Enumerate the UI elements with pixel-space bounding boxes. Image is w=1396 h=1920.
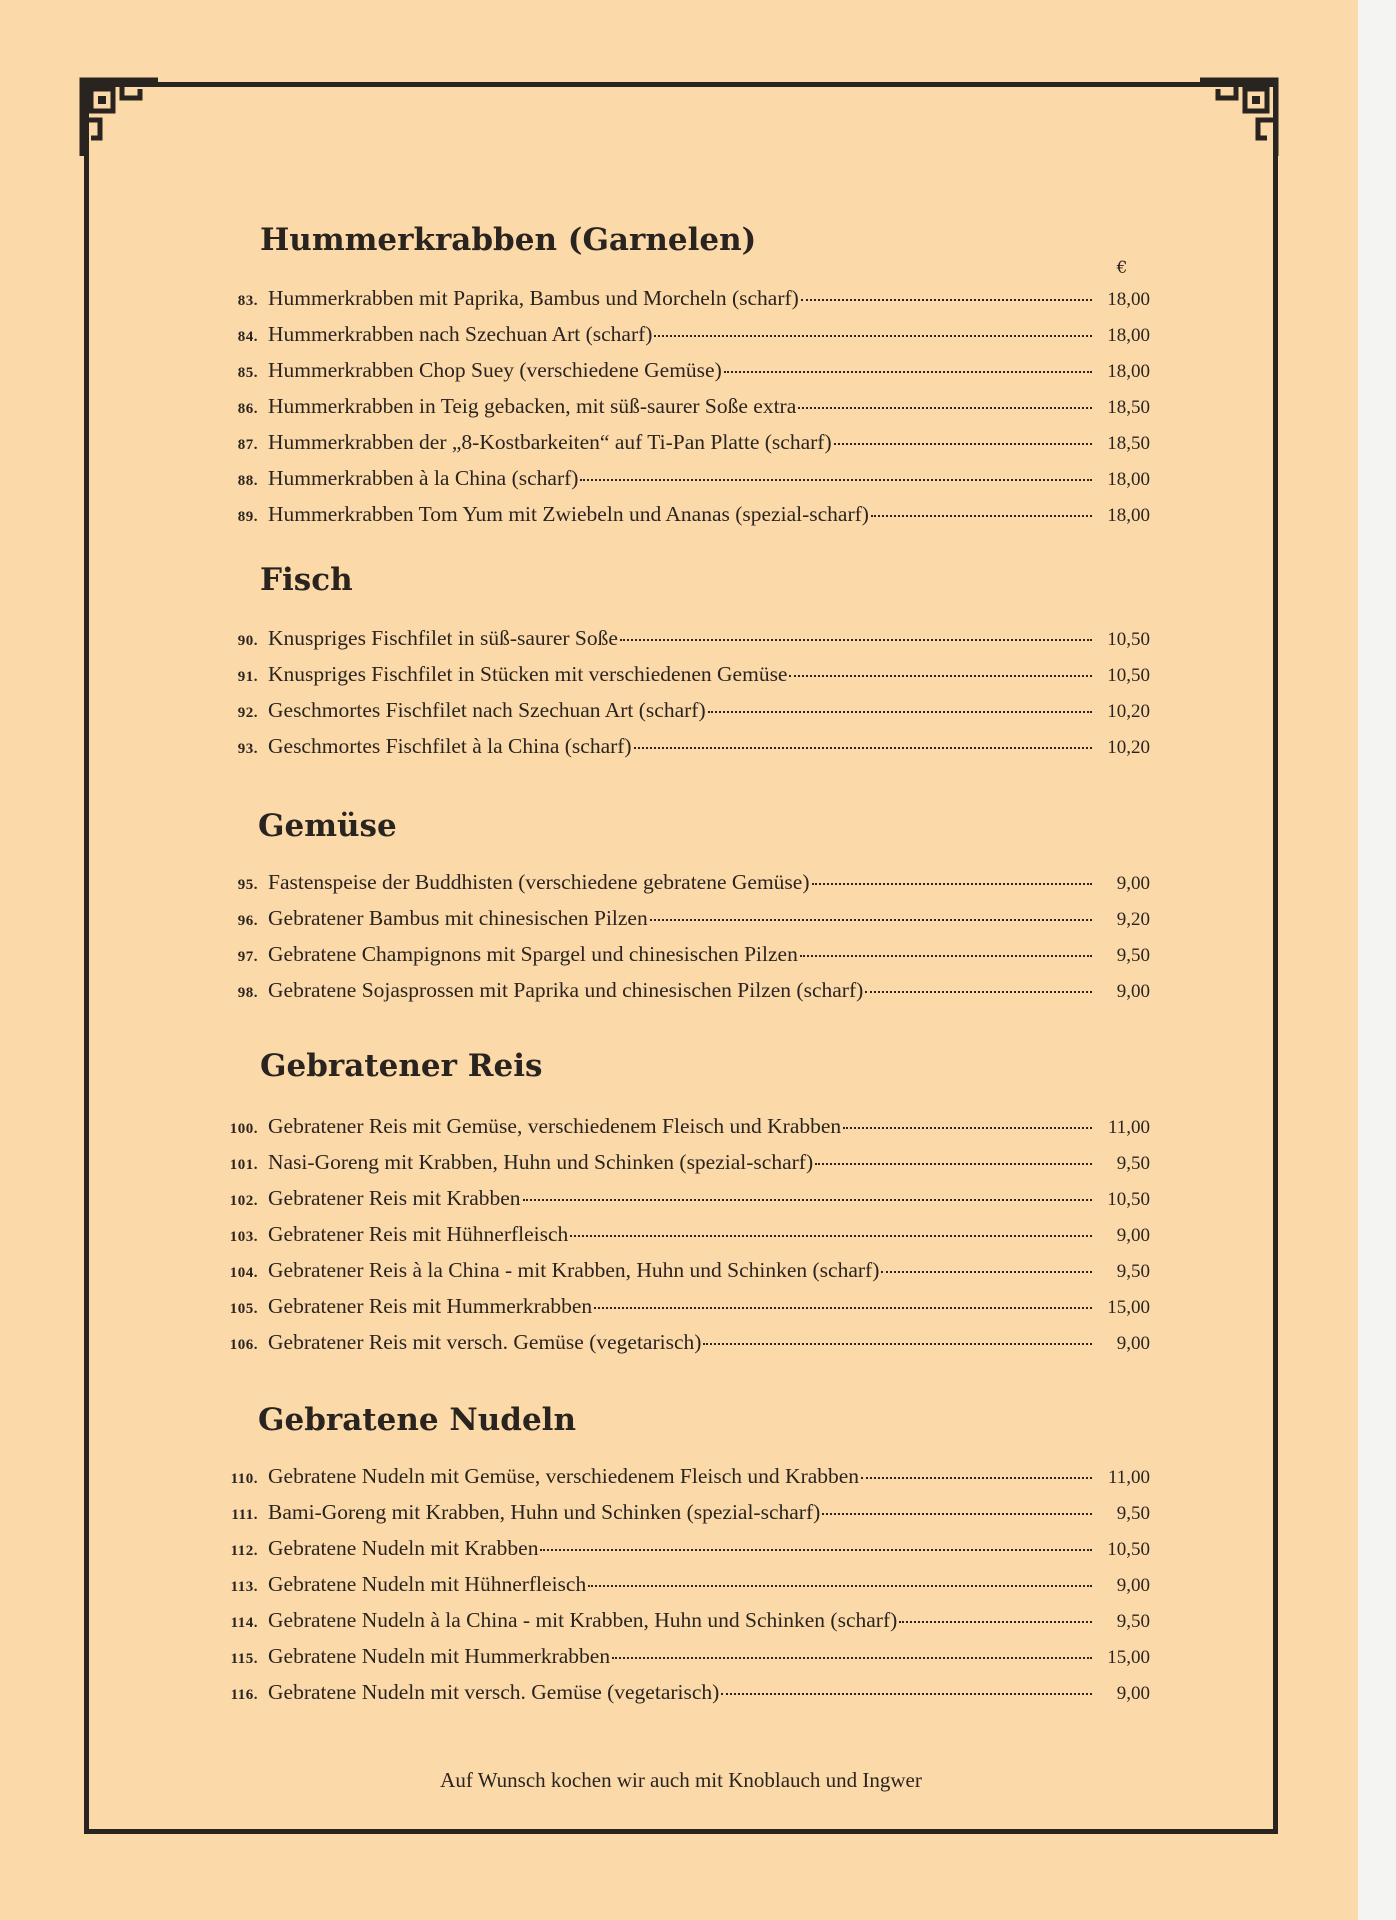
item-number: 102. — [229, 1193, 258, 1209]
item-name: Gebratene Nudeln mit Gemüse, verschiedenem Fleisch und Krabben — [268, 1464, 860, 1488]
dotted-leader — [798, 406, 1092, 409]
menu-item — [210, 1644, 1150, 1674]
item-price: 9,00 — [1116, 1683, 1150, 1704]
dotted-leader — [822, 1512, 1092, 1515]
menu-item — [210, 1608, 1150, 1638]
item-number: 113. — [230, 1579, 258, 1595]
item-name: Hummerkrabben Tom Yum mit Zwiebeln und Ananas (spezial-scharf) — [268, 502, 869, 526]
dotted-leader — [834, 442, 1092, 445]
item-price: 9,50 — [1116, 1611, 1150, 1632]
dotted-leader — [871, 514, 1092, 517]
currency-symbol: € — [1116, 258, 1128, 278]
footnote: Auf Wunsch kochen wir auch mit Knoblauch und Ingwer — [440, 1768, 922, 1792]
item-name: Gebratener Reis mit Gemüse, verschiedenem Fleisch und Krabben — [268, 1114, 842, 1138]
item-name: Gebratene Nudeln mit Hühnerfleisch — [268, 1572, 587, 1596]
item-name: Gebratener Reis mit Hühnerfleisch — [268, 1222, 569, 1246]
item-price: 11,00 — [1107, 1467, 1150, 1488]
item-number: 112. — [230, 1543, 258, 1559]
dotted-leader — [634, 746, 1092, 749]
item-name: Bami-Goreng mit Krabben, Huhn und Schinken (spezial-scharf) — [268, 1500, 821, 1524]
item-price: 9,50 — [1116, 1503, 1150, 1524]
item-price: 9,50 — [1116, 1153, 1150, 1174]
item-price: 9,00 — [1116, 981, 1150, 1002]
item-number: 101. — [229, 1157, 258, 1173]
item-price: 10,50 — [1107, 1189, 1150, 1210]
dotted-leader — [800, 954, 1092, 957]
item-name: Gebratener Reis à la China - mit Krabben, Huhn und Schinken (scharf) — [268, 1258, 880, 1282]
dotted-leader — [801, 298, 1092, 301]
item-price: 18,00 — [1107, 505, 1150, 526]
corner-ornament-icon — [78, 76, 162, 160]
dotted-leader — [721, 1692, 1092, 1695]
dotted-leader — [612, 1656, 1092, 1659]
item-name: Knuspriges Fischfilet in Stücken mit verschiedenen Gemüse — [268, 662, 788, 686]
item-price: 9,00 — [1116, 873, 1150, 894]
item-number: 83. — [237, 293, 258, 309]
menu-item — [210, 502, 1150, 532]
dotted-leader — [899, 1620, 1092, 1623]
item-number: 103. — [229, 1229, 258, 1245]
section-title-gebratene-nudeln: Gebratene Nudeln — [258, 1402, 576, 1438]
item-price: 9,20 — [1116, 909, 1150, 930]
menu-item — [210, 1222, 1150, 1252]
item-number: 116. — [230, 1687, 258, 1703]
menu-item — [210, 466, 1150, 496]
item-price: 18,50 — [1107, 397, 1150, 418]
dotted-leader — [650, 918, 1092, 921]
menu-item — [210, 1258, 1150, 1288]
item-price: 10,50 — [1107, 1539, 1150, 1560]
item-number: 100. — [229, 1121, 258, 1137]
dotted-leader — [812, 882, 1093, 885]
item-name: Nasi-Goreng mit Krabben, Huhn und Schinken (spezial-scharf) — [268, 1150, 814, 1174]
item-name: Gebratene Nudeln mit versch. Gemüse (vegetarisch) — [268, 1680, 720, 1704]
item-name: Knuspriges Fischfilet in süß-saurer Soße — [268, 626, 618, 650]
section-title-gemuese: Gemüse — [258, 808, 397, 844]
item-price: 15,00 — [1107, 1297, 1150, 1318]
menu-item — [210, 906, 1150, 936]
menu-item — [210, 698, 1150, 728]
item-name: Geschmortes Fischfilet à la China (scharf) — [268, 734, 632, 758]
dotted-leader — [594, 1306, 1092, 1309]
item-price: 10,20 — [1107, 701, 1150, 722]
item-price: 18,00 — [1107, 289, 1150, 310]
item-price: 11,00 — [1107, 1117, 1150, 1138]
item-name: Hummerkrabben Chop Suey (verschiedene Gemüse) — [268, 358, 722, 382]
item-number: 85. — [237, 365, 258, 381]
menu-item — [210, 358, 1150, 388]
item-name: Gebratener Reis mit Krabben — [268, 1186, 521, 1210]
menu-item — [210, 1680, 1150, 1710]
section-title-gebratener-reis: Gebratener Reis — [260, 1048, 543, 1084]
dotted-leader — [708, 710, 1092, 713]
item-number: 86. — [237, 401, 258, 417]
section-title-fisch: Fisch — [260, 562, 353, 598]
item-price: 9,50 — [1116, 1261, 1150, 1282]
dotted-leader — [570, 1234, 1092, 1237]
menu-item — [210, 1536, 1150, 1566]
item-name: Hummerkrabben mit Paprika, Bambus und Morcheln (scharf) — [268, 286, 799, 310]
item-name: Hummerkrabben der „8-Kostbarkeiten“ auf Ti-Pan Platte (scharf) — [268, 430, 832, 454]
item-price: 18,00 — [1107, 469, 1150, 490]
item-name: Gebratener Reis mit versch. Gemüse (vegetarisch) — [268, 1330, 702, 1354]
item-number: 114. — [230, 1615, 258, 1631]
item-name: Gebratener Reis mit Hummerkrabben — [268, 1294, 593, 1318]
item-price: 10,50 — [1107, 629, 1150, 650]
item-price: 18,00 — [1107, 325, 1150, 346]
dotted-leader — [843, 1126, 1092, 1129]
item-name: Geschmortes Fischfilet nach Szechuan Art (scharf) — [268, 698, 706, 722]
menu-item — [210, 394, 1150, 424]
menu-item — [210, 626, 1150, 656]
item-name: Gebratener Bambus mit chinesischen Pilzen — [268, 906, 648, 930]
item-price: 9,50 — [1116, 945, 1150, 966]
dotted-leader — [865, 990, 1092, 993]
item-price: 15,00 — [1107, 1647, 1150, 1668]
dotted-leader — [523, 1198, 1092, 1201]
menu-item — [210, 1186, 1150, 1216]
dotted-leader — [620, 638, 1092, 641]
item-name: Gebratene Champignons mit Spargel und chinesischen Pilzen — [268, 942, 798, 966]
item-price: 9,00 — [1116, 1225, 1150, 1246]
item-number: 87. — [237, 437, 258, 453]
item-price: 9,00 — [1116, 1333, 1150, 1354]
menu-item — [210, 322, 1150, 352]
item-name: Gebratene Nudeln mit Krabben — [268, 1536, 539, 1560]
dotted-leader — [724, 370, 1092, 373]
item-price: 9,00 — [1116, 1575, 1150, 1596]
item-number: 115. — [230, 1651, 258, 1667]
item-number: 104. — [229, 1265, 258, 1281]
item-number: 91. — [237, 669, 258, 685]
item-number: 92. — [237, 705, 258, 721]
menu-item — [210, 1330, 1150, 1360]
menu-item — [210, 1294, 1150, 1324]
item-name: Gebratene Sojasprossen mit Paprika und chinesischen Pilzen (scharf) — [268, 978, 864, 1002]
menu-item — [210, 430, 1150, 460]
item-name: Hummerkrabben à la China (scharf) — [268, 466, 579, 490]
menu-item — [210, 286, 1150, 316]
item-name: Hummerkrabben in Teig gebacken, mit süß-saurer Soße extra — [268, 394, 797, 418]
dotted-leader — [580, 478, 1092, 481]
menu-item — [210, 942, 1150, 972]
item-name: Gebratene Nudeln à la China - mit Krabben, Huhn und Schinken (scharf) — [268, 1608, 898, 1632]
item-name: Fastenspeise der Buddhisten (verschiedene gebratene Gemüse) — [268, 870, 810, 894]
item-price: 18,00 — [1107, 361, 1150, 382]
item-number: 89. — [237, 509, 258, 525]
item-number: 96. — [237, 913, 258, 929]
dotted-leader — [789, 674, 1092, 677]
item-name: Gebratene Nudeln mit Hummerkrabben — [268, 1644, 611, 1668]
menu-item — [210, 662, 1150, 692]
dotted-leader — [861, 1476, 1092, 1479]
menu-item — [210, 1500, 1150, 1530]
item-price: 10,50 — [1107, 665, 1150, 686]
item-number: 90. — [237, 633, 258, 649]
item-number: 111. — [231, 1507, 258, 1523]
dotted-leader — [588, 1584, 1092, 1587]
menu-item — [210, 870, 1150, 900]
item-name: Hummerkrabben nach Szechuan Art (scharf) — [268, 322, 653, 346]
menu-item — [210, 1572, 1150, 1602]
menu-item — [210, 978, 1150, 1008]
menu-item — [210, 1150, 1150, 1180]
item-number: 95. — [237, 877, 258, 893]
item-number: 98. — [237, 985, 258, 1001]
item-number: 88. — [237, 473, 258, 489]
corner-ornament-icon — [1196, 76, 1280, 160]
dotted-leader — [703, 1342, 1092, 1345]
item-number: 93. — [237, 741, 258, 757]
item-price: 18,50 — [1107, 433, 1150, 454]
dotted-leader — [881, 1270, 1092, 1273]
item-price: 10,20 — [1107, 737, 1150, 758]
dotted-leader — [654, 334, 1092, 337]
menu-item — [210, 1464, 1150, 1494]
item-number: 84. — [237, 329, 258, 345]
item-number: 106. — [229, 1337, 258, 1353]
item-number: 97. — [237, 949, 258, 965]
dotted-leader — [815, 1162, 1092, 1165]
menu-item — [210, 734, 1150, 764]
menu-item — [210, 1114, 1150, 1144]
item-number: 105. — [229, 1301, 258, 1317]
dotted-leader — [540, 1548, 1092, 1551]
item-number: 110. — [230, 1471, 258, 1487]
section-title-hummerkrabben: Hummerkrabben (Garnelen) — [260, 222, 757, 258]
